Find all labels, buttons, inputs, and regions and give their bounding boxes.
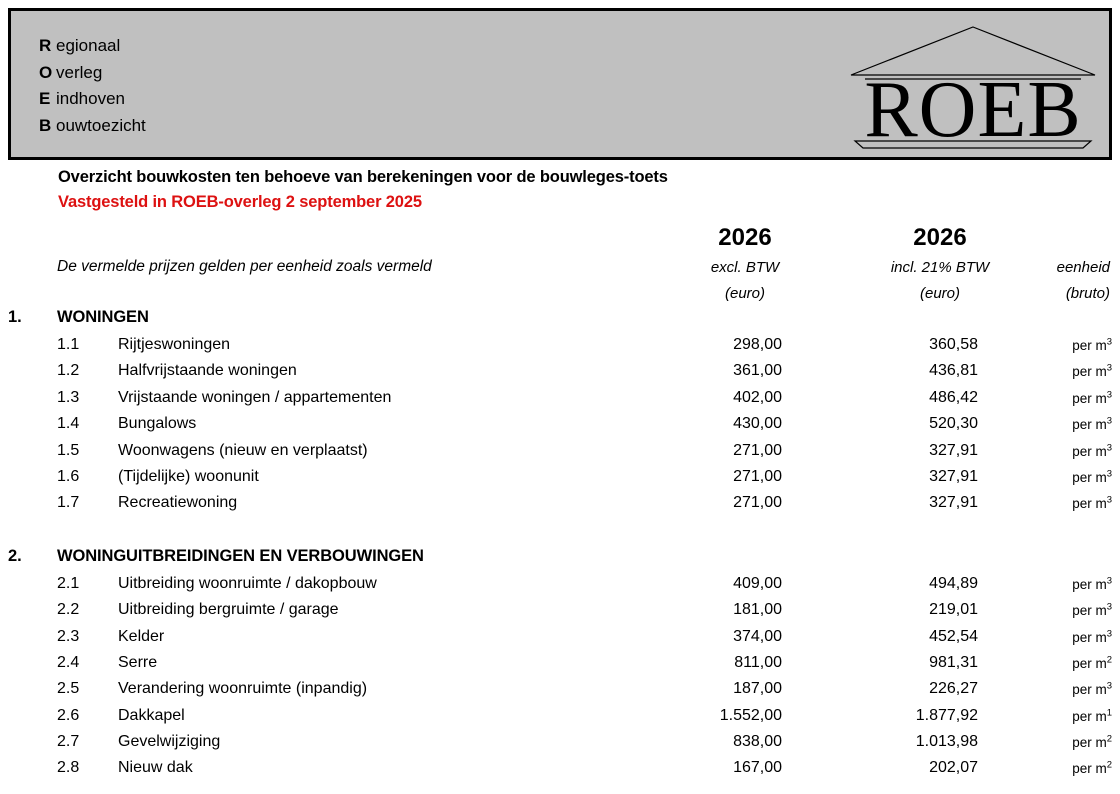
- item-unit: [960, 417, 1112, 432]
- table-row: [0, 387, 1120, 413]
- item-unit: [960, 761, 1112, 776]
- item-price-excl-btw: 361,00: [733, 362, 782, 380]
- item-label: (Tijdelijke) woonunit: [118, 467, 259, 485]
- item-unit-exponent: 1: [1106, 707, 1112, 719]
- table-row: [0, 360, 1120, 386]
- item-unit-text: per m: [1072, 735, 1107, 751]
- item-unit-text: per m: [1072, 629, 1107, 645]
- item-price-excl-btw: 187,00: [733, 680, 782, 698]
- item-label: Rijtjeswoningen: [118, 336, 231, 353]
- item-price-excl-btw: 430,00: [733, 415, 782, 433]
- item-unit-text: per m: [1072, 761, 1107, 777]
- document-subtitle-adoption-date: Vastgesteld in ROEB-overleg 2 september 2025: [58, 193, 422, 211]
- table-row: [0, 466, 1120, 492]
- item-label: Nieuw dak: [118, 759, 193, 777]
- item-number: 2.2: [57, 601, 80, 619]
- acronym-capital-o: O: [39, 62, 53, 82]
- item-unit-text: per m: [1072, 496, 1107, 512]
- item-unit-text: per m: [1072, 603, 1107, 619]
- item-number: 2.3: [57, 627, 80, 645]
- acronym-rest-bouwtoezicht: ouwtoezicht: [56, 115, 146, 135]
- item-unit-exponent: 3: [1106, 415, 1112, 427]
- item-price-incl-btw: 327,91: [929, 467, 978, 485]
- acronym-capital-e: E: [39, 89, 51, 108]
- item-price-incl-btw: 520,30: [929, 415, 978, 433]
- table-row: [0, 731, 1120, 757]
- item-number: 1.4: [57, 415, 80, 433]
- column-header-incl-currency: (euro): [919, 285, 960, 302]
- item-number: 2.5: [57, 680, 80, 698]
- acronym-rest-regionaal: egionaal: [56, 36, 121, 55]
- item-unit: [960, 496, 1112, 511]
- table-row: [0, 573, 1120, 599]
- item-price-incl-btw: 1.877,92: [915, 706, 978, 724]
- acronym-row-eindhoven: [39, 86, 146, 113]
- table-row: [0, 757, 1120, 783]
- item-unit: [960, 656, 1112, 671]
- item-unit-exponent: 2: [1106, 733, 1112, 745]
- item-unit-text: per m: [1072, 338, 1107, 353]
- item-unit-exponent: 3: [1106, 468, 1112, 480]
- item-price-incl-btw: 327,91: [929, 441, 978, 459]
- item-number: 2.6: [57, 706, 80, 724]
- item-unit-exponent: 3: [1106, 362, 1112, 374]
- acronym-rest-overleg: verleg: [56, 62, 103, 82]
- item-price-incl-btw: 327,91: [929, 494, 978, 512]
- item-label: Recreatiewoning: [118, 494, 238, 512]
- item-unit-exponent: 3: [1106, 628, 1112, 640]
- column-header-excl-currency: (euro): [724, 285, 765, 302]
- item-number: 2.1: [57, 574, 80, 592]
- acronym-row-regionaal: [39, 33, 146, 60]
- item-number: 1.2: [57, 362, 80, 380]
- item-unit-text: per m: [1072, 443, 1107, 459]
- header-banner: [8, 8, 1112, 160]
- price-note: De vermelde prijzen gelden per eenheid zoals vermeld: [57, 258, 432, 275]
- table-row: [0, 334, 1120, 360]
- item-label: Vrijstaande woningen / appartementen: [118, 388, 392, 406]
- item-number: 2.7: [57, 733, 80, 751]
- item-price-excl-btw: 402,00: [733, 388, 782, 406]
- table-row: [0, 599, 1120, 625]
- acronym-block: [39, 33, 146, 139]
- item-price-incl-btw: 219,01: [929, 601, 978, 619]
- item-price-incl-btw: 360,58: [929, 336, 978, 353]
- item-unit: [960, 709, 1112, 724]
- item-unit-exponent: 3: [1106, 575, 1112, 587]
- item-price-excl-btw: 1.552,00: [719, 706, 782, 724]
- section-header-row: [0, 306, 1120, 334]
- item-unit: [960, 338, 1112, 353]
- item-label: Uitbreiding bergruimte / garage: [118, 601, 339, 619]
- item-unit: [960, 577, 1112, 592]
- item-unit: [960, 391, 1112, 406]
- table-row: [0, 652, 1120, 678]
- item-unit: [960, 630, 1112, 645]
- acronym-row-bouwtoezicht: [39, 113, 146, 140]
- item-label: Verandering woonruimte (inpandig): [118, 680, 368, 698]
- item-unit-exponent: 3: [1106, 680, 1112, 692]
- item-price-excl-btw: 838,00: [733, 733, 782, 751]
- item-label: Bungalows: [118, 415, 197, 433]
- column-header-year-incl: 2026: [913, 224, 967, 251]
- table-row: [0, 678, 1120, 704]
- item-unit-text: per m: [1072, 390, 1107, 406]
- item-label: Serre: [118, 653, 158, 671]
- item-unit-exponent: 3: [1106, 494, 1112, 506]
- item-number: 1.3: [57, 388, 80, 406]
- item-unit-text: per m: [1072, 469, 1107, 485]
- section-title: WONINGEN: [57, 308, 149, 326]
- item-number: 1.1: [57, 336, 80, 353]
- column-header-year-excl: 2026: [718, 224, 772, 251]
- item-label: Uitbreiding woonruimte / dakopbouw: [118, 574, 377, 592]
- table-row: [0, 492, 1120, 518]
- acronym-capital-b: B: [39, 115, 52, 135]
- item-price-incl-btw: 436,81: [929, 362, 978, 380]
- table-row: [0, 413, 1120, 439]
- item-unit: [960, 735, 1112, 750]
- section-number: 2.: [8, 546, 22, 565]
- section-spacer: [0, 519, 1120, 545]
- column-header-incl-btw: incl. 21% BTW: [890, 259, 990, 276]
- item-label: Woonwagens (nieuw en verplaatst): [118, 441, 368, 459]
- item-unit: [960, 470, 1112, 485]
- item-price-incl-btw: 486,42: [929, 388, 978, 406]
- item-label: Kelder: [118, 627, 165, 645]
- acronym-row-overleg: [39, 60, 146, 87]
- item-price-excl-btw: 167,00: [733, 759, 782, 777]
- item-price-incl-btw: 981,31: [929, 653, 978, 671]
- column-header-excl-btw: excl. BTW: [710, 259, 780, 276]
- section-number: 1.: [8, 308, 22, 326]
- logo-wordmark: ROEB: [864, 66, 1082, 151]
- table-row: [0, 705, 1120, 731]
- column-header-unit-gross: (bruto): [1065, 285, 1110, 302]
- item-price-excl-btw: 374,00: [733, 627, 782, 645]
- column-header-unit: eenheid: [1056, 259, 1110, 276]
- cost-table: [0, 306, 1120, 784]
- item-price-incl-btw: 452,54: [929, 627, 978, 645]
- acronym-capital-r: R: [39, 36, 52, 55]
- item-price-excl-btw: 811,00: [734, 653, 782, 671]
- item-price-excl-btw: 271,00: [733, 467, 782, 485]
- item-number: 2.8: [57, 759, 80, 777]
- item-unit-exponent: 2: [1106, 654, 1112, 666]
- item-unit-text: per m: [1072, 364, 1107, 380]
- item-label: Halfvrijstaande woningen: [118, 362, 297, 380]
- section-title: WONINGUITBREIDINGEN EN VERBOUWINGEN: [57, 546, 424, 565]
- item-price-incl-btw: 226,27: [929, 680, 978, 698]
- item-price-excl-btw: 271,00: [733, 494, 782, 512]
- item-price-incl-btw: 494,89: [929, 574, 978, 592]
- document-title: Overzicht bouwkosten ten behoeve van berekeningen voor de bouwleges-toets: [58, 168, 668, 186]
- item-unit: [960, 364, 1112, 379]
- acronym-rest-eindhoven: indhoven: [56, 89, 126, 108]
- item-unit-text: per m: [1072, 576, 1107, 592]
- table-row: [0, 626, 1120, 652]
- item-number: 1.6: [57, 467, 80, 485]
- item-number: 1.5: [57, 441, 80, 459]
- item-label: Gevelwijziging: [118, 733, 221, 751]
- section-header-row: [0, 545, 1120, 573]
- item-price-excl-btw: 298,00: [733, 336, 782, 353]
- item-price-incl-btw: 1.013,98: [915, 733, 978, 751]
- item-unit-text: per m: [1072, 708, 1107, 724]
- item-price-excl-btw: 181,00: [733, 601, 782, 619]
- item-number: 1.7: [57, 494, 80, 512]
- item-unit-text: per m: [1072, 682, 1107, 698]
- item-price-excl-btw: 409,00: [733, 574, 782, 592]
- item-unit-exponent: 3: [1106, 336, 1112, 348]
- roeb-logo: [845, 23, 1101, 151]
- item-price-excl-btw: 271,00: [733, 441, 782, 459]
- item-unit-text: per m: [1072, 655, 1107, 671]
- item-unit-exponent: 3: [1106, 601, 1112, 613]
- item-unit: [960, 444, 1112, 459]
- item-number: 2.4: [57, 653, 80, 671]
- item-unit-exponent: 3: [1106, 389, 1112, 401]
- table-row: [0, 440, 1120, 466]
- item-unit-text: per m: [1072, 417, 1107, 433]
- item-unit: [960, 682, 1112, 697]
- item-price-incl-btw: 202,07: [929, 759, 978, 777]
- item-unit: [960, 603, 1112, 618]
- roeb-logo-svg: [845, 23, 1101, 151]
- item-unit-exponent: 3: [1106, 442, 1112, 454]
- item-label: Dakkapel: [118, 706, 185, 724]
- item-unit-exponent: 2: [1106, 759, 1112, 771]
